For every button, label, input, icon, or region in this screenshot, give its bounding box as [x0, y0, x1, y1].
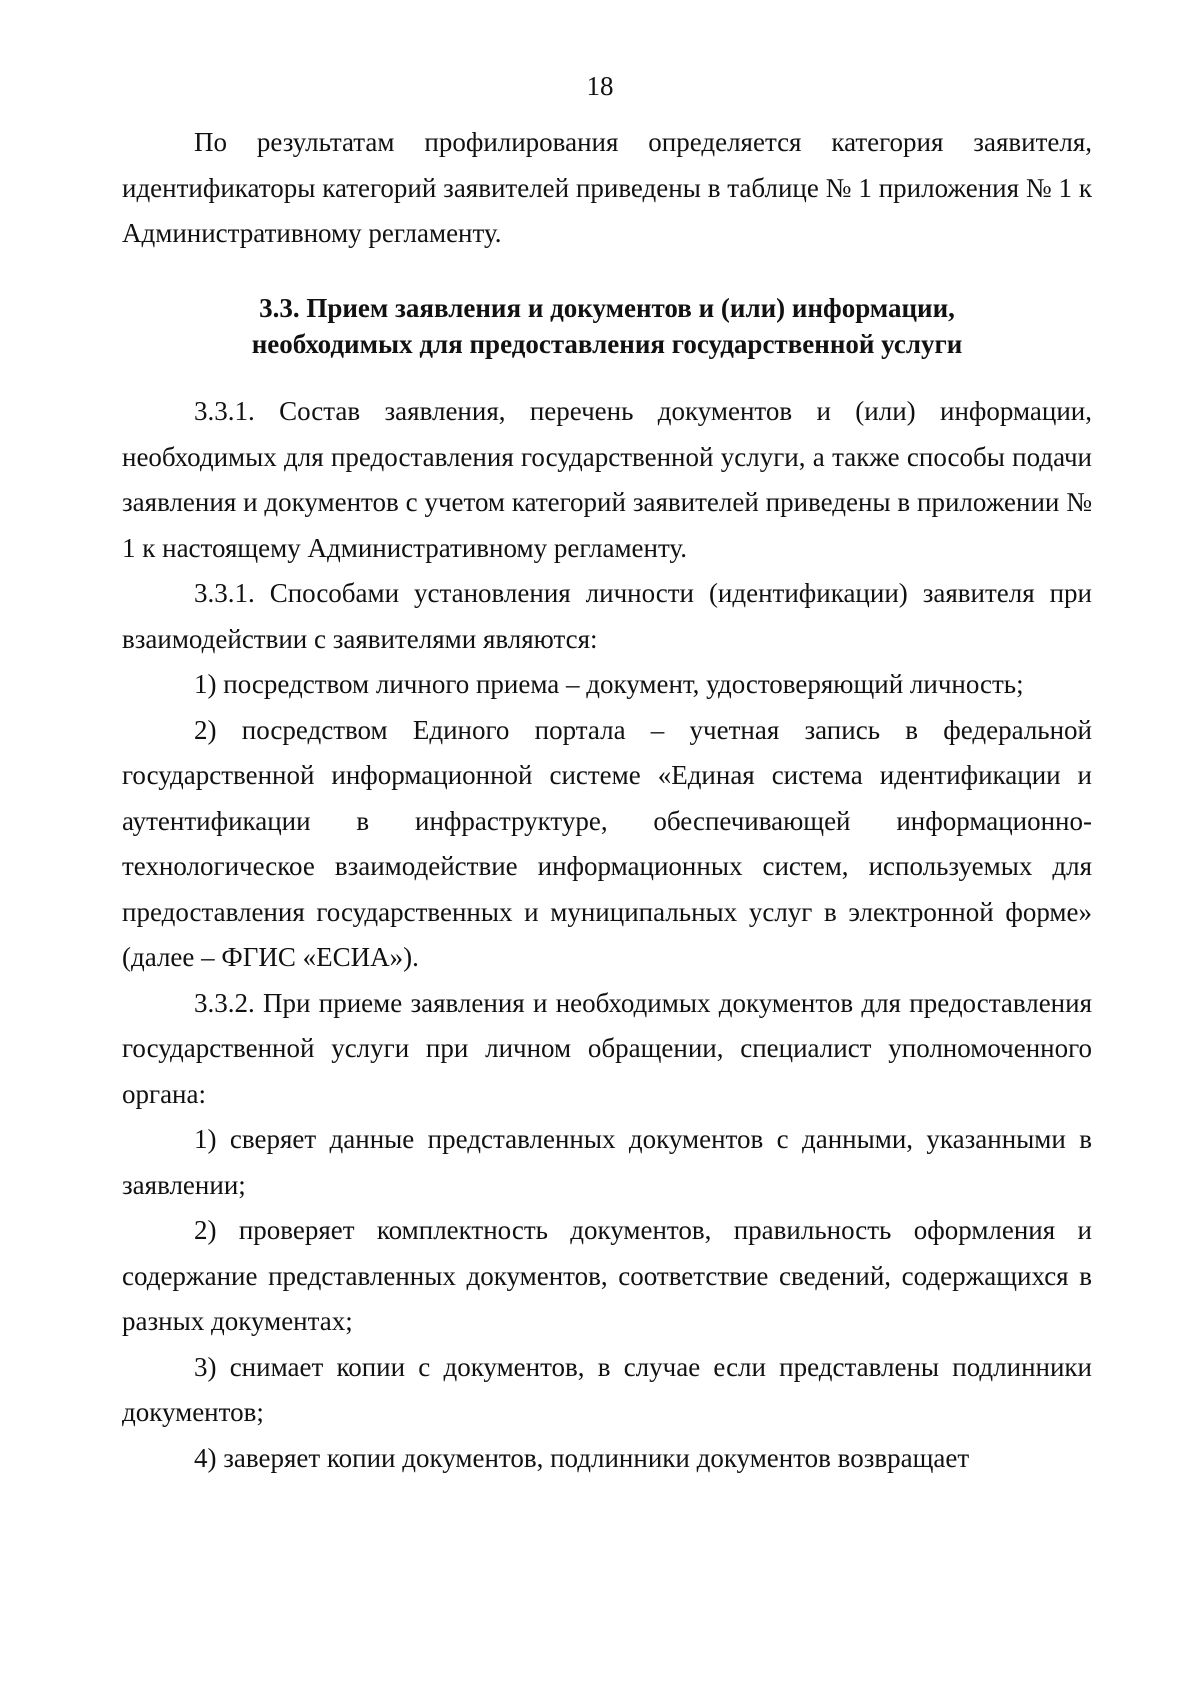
- intro-paragraph: По результатам профилирования определяется категория заявителя, идентификаторы категорий заявителей приведены в таблице № 1 приложения № 1 к Административному регламенту.: [122, 127, 1092, 248]
- section-heading: [122, 290, 1092, 362]
- list-item-make-copies: 3) снимает копии с документов, в случае если представлены подлинники документов;: [122, 1351, 1092, 1427]
- intro-block: [122, 120, 1092, 257]
- page-number: 18: [586, 71, 614, 101]
- list-item-verify-data: 1) сверяет данные представленных документов с данными, указанными в заявлении;: [122, 1124, 1092, 1200]
- list-item-unified-portal: 2) посредством Единого портала – учетная запись в федеральной государственной информационной системе «Единая система идентификации и аутентификации в инфраструктуре, обеспечивающей информационно-технологическое взаимодействие информационных систем, используемых для предоставления государственных и муниципальных услуг в электронной форме» (далее – ФГИС «ЕСИА»).: [122, 714, 1092, 972]
- list-item-check-completeness: 2) проверяет комплектность документов, правильность оформления и содержание представленных документов, соответствие сведений, содержащихся в разных документах;: [122, 1215, 1092, 1336]
- section-body: [122, 389, 1092, 1481]
- list-item-certify-copies: 4) заверяет копии документов, подлинники документов возвращает: [194, 1442, 970, 1473]
- paragraph-3-3-2: 3.3.2. При приеме заявления и необходимых документов для предоставления государственной услуги при личном обращении, специалист уполномоченного органа:: [122, 987, 1092, 1109]
- paragraph-3-3-1-identification: 3.3.1. Способами установления личности (идентификации) заявителя при взаимодействии с заявителями являются:: [122, 578, 1092, 654]
- paragraph-3-3-1-composition: 3.3.1. Состав заявления, перечень документов и (или) информации, необходимых для предоставления государственной услуги, а также способы подачи заявления и документов с учетом категорий заявителей приведены в приложении № 1 к настоящему Административному регламенту.: [122, 396, 1092, 563]
- section-heading-line-1: 3.3. Прием заявления и документов и (или) информации,: [259, 293, 955, 323]
- section-heading-line-2: необходимых для предоставления государственной услуги: [251, 329, 963, 359]
- list-item-personal-reception: 1) посредством личного приема – документ, удостоверяющий личность;: [194, 669, 1024, 699]
